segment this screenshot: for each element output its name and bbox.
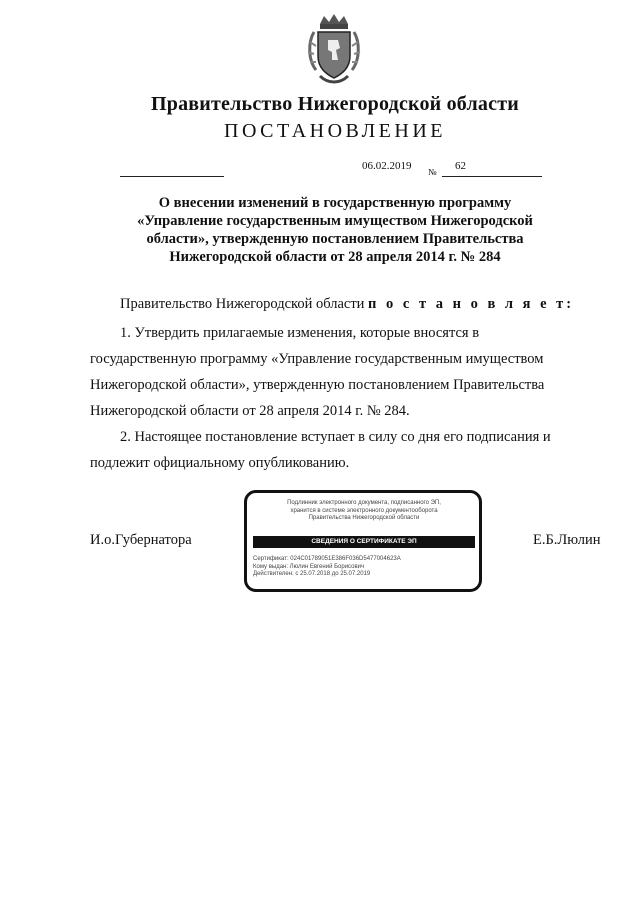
- stamp-description-line: Правительства Нижегородской области: [308, 515, 420, 521]
- certificate-owner: Кому выдан: Люлин Евгений Борисович: [253, 563, 365, 570]
- document-number: 62: [455, 160, 466, 172]
- signer-name: Е.Б.Люлин: [533, 532, 601, 548]
- stamp-description-line: хранится в системе электронного документооборота: [290, 507, 438, 514]
- signer-position: И.о.Губернатора: [90, 532, 192, 548]
- item-1-paragraph: [90, 320, 596, 424]
- certificate-id: Сертификат: 024C01789051E386F036D5477004623A: [253, 556, 401, 562]
- paragraph-line: 2. Настоящее постановление вступает в силу со дня его подписания и: [120, 429, 551, 445]
- decree-intro: [120, 296, 574, 313]
- number-line: [442, 176, 542, 177]
- government-name: Правительство Нижегородской области: [151, 93, 519, 115]
- document-subject: [100, 194, 570, 266]
- stamp-title-bar: СВЕДЕНИЯ О СЕРТИФИКАТЕ ЭП: [253, 536, 475, 548]
- electronic-signature-stamp: [244, 490, 482, 592]
- document-kind: ПОСТАНОВЛЕНИЕ: [224, 120, 446, 142]
- stamp-certificate-info: [253, 556, 475, 579]
- date-line-left: [120, 176, 224, 177]
- subject-line: области», утвержденную постановлением Правительства: [146, 231, 524, 247]
- document-date: 06.02.2019: [362, 160, 412, 172]
- number-sign: №: [428, 167, 437, 177]
- subject-line: «Управление государственным имуществом Нижегородской: [137, 213, 533, 229]
- paragraph-line: 1. Утвердить прилагаемые изменения, которые вносятся в: [120, 325, 480, 341]
- paragraph-line: Нижегородской области от 28 апреля 2014 г. № 284.: [90, 403, 410, 419]
- paragraph-line: подлежит официальному опубликованию.: [90, 455, 350, 471]
- paragraph-line: Нижегородской области», утвержденную постановлением Правительства: [90, 377, 545, 393]
- coat-of-arms-icon: [304, 12, 364, 88]
- subject-line: Нижегородской области от 28 апреля 2014 г. № 284: [169, 249, 501, 265]
- stamp-description-line: Подлинник электронного документа, подписанного ЭП,: [287, 500, 441, 506]
- stamp-description: [253, 500, 475, 523]
- intro-prefix: Правительство Нижегородской области: [120, 296, 365, 312]
- item-2-paragraph: [90, 424, 596, 476]
- paragraph-line: государственную программу «Управление государственным имуществом: [90, 351, 544, 367]
- certificate-validity: Действителен: с 25.07.2018 до 25.07.2019: [253, 571, 371, 577]
- intro-decree-word: п о с т а н о в л я е т:: [368, 296, 575, 312]
- subject-line: О внесении изменений в государственную программу: [158, 195, 512, 211]
